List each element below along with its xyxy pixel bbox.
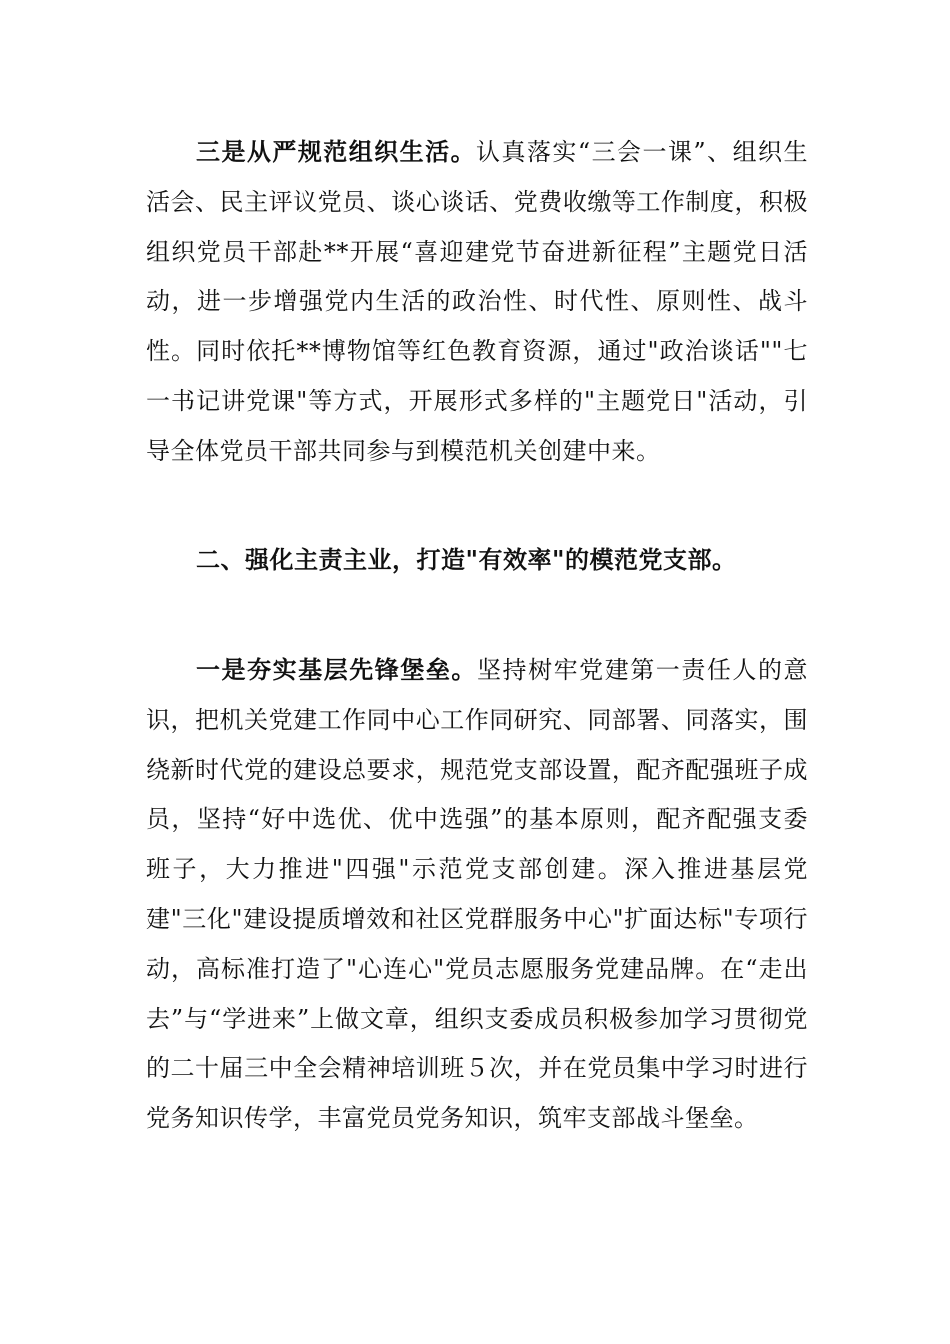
section-heading: 二、强化主责主业，打造"有效率"的模范党支部。 [196, 545, 737, 574]
paragraph-lead-heading: 三是从严规范组织生活。 [196, 137, 477, 166]
paragraph-grassroots-fortress [146, 645, 808, 1144]
paragraph-organizational-life [146, 127, 808, 477]
paragraph-body-text: 认真落实“三会一课”、组织生活会、民主评议党员、谈心谈话、党费收缴等工作制度，积极组织党员干部赴**开展“喜迎建党节奋进新征程”主题党日活动，进一步增强党内生活的政治性、时代性、原则性、战斗性。同时依托**博物馆等红色教育资源，通过"政治谈话""七一书记讲党课"等方式，开展形式多样的"主题党日"活动，引导全体党员干部共同参与到模范机关创建中来。 [146, 138, 809, 465]
paragraph-body-text: 坚持树牢党建第一责任人的意识，把机关党建工作同中心工作同研究、同部署、同落实，围绕新时代党的建设总要求，规范党支部设置，配齐配强班子成员，坚持“好中选优、优中选强”的基本原则，配齐配强支委班子，大力推进"四强"示范党支部创建。深入推进基层党建"三化"建设提质增效和社区党群服务中心"扩面达标"专项行动，高标准打造了"心连心"党员志愿服务党建品牌。在“走出去”与“学进来”上做文章，组织支委成员积极参加学习贯彻党的二十届三中全会精神培训班５次，并在党员集中学习时进行党务知识传学，丰富党员党务知识，筑牢支部战斗堡垒。 [146, 656, 809, 1133]
paragraph-lead-heading: 一是夯实基层先锋堡垒。 [196, 655, 477, 684]
